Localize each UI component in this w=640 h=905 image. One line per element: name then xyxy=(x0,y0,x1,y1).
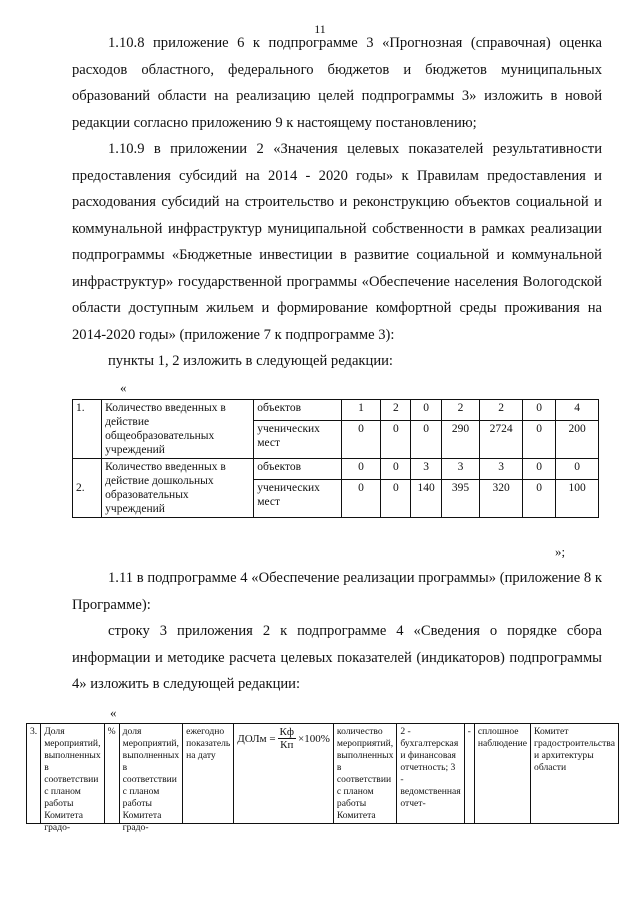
value-cell: 4 xyxy=(556,400,599,421)
value-cell: 0 xyxy=(381,420,411,458)
indicator-method-table xyxy=(26,723,619,833)
table-row xyxy=(27,724,619,824)
unit-cell: объектов xyxy=(254,459,341,480)
data-source-cell: 2 - бухгалтерская и финансовая отчетность; 3 - ведомственная отчет- xyxy=(397,724,464,824)
value-cell: 0 xyxy=(381,479,411,517)
value-cell: 0 xyxy=(522,420,555,458)
paragraph-points: пункты 1, 2 изложить в следующей редакции: xyxy=(108,353,393,369)
quote-close-1: »; xyxy=(555,544,566,559)
value-cell: 2 xyxy=(441,400,480,421)
page-number: 11 xyxy=(314,22,326,36)
value-cell: 395 xyxy=(441,479,480,517)
periodicity-cell: ежегодно показатель на дату xyxy=(183,724,234,824)
indicator-name: Количество введенных в действие дошкольных образовательных учреждений xyxy=(102,459,254,518)
value-cell: 3 xyxy=(441,459,480,480)
table-row xyxy=(73,459,599,480)
value-cell: 320 xyxy=(480,479,523,517)
formula-cell xyxy=(234,724,334,824)
formula: ДОЛм = $\frac{Кф}{Кп}$ ×100% xyxy=(237,726,330,751)
paragraph-row3: строку 3 приложения 2 к подпрограмме 4 «Сведения о порядке сбора информации и методике расчета целевых показателей (индикаторов) подпрограммы 4» изложить в следующей редакции: xyxy=(72,623,602,692)
method-cell: сплошное наблюдение xyxy=(474,724,530,824)
value-cell: 0 xyxy=(556,459,599,480)
unit-cell: ученических мест xyxy=(254,479,341,517)
value-cell: 290 xyxy=(441,420,480,458)
quote-open-1: « xyxy=(120,380,127,395)
value-cell: 1 xyxy=(341,400,381,421)
dash-cell: - xyxy=(464,724,474,824)
indicators-table xyxy=(72,399,599,518)
value-cell: 2724 xyxy=(480,420,523,458)
paragraph-1-10-8: 1.10.8 приложение 6 к подпрограмме 3 «Прогнозная (справочная) оценка расходов областного, федерального бюджетов и бюджетов муниципальных образований области на реализацию целей подпрограммы 3» изложить в новой редакции согласно приложению 9 к настоящему постановлению; xyxy=(72,35,602,131)
value-cell: 0 xyxy=(522,400,555,421)
value-cell: 100 xyxy=(556,479,599,517)
value-cell: 0 xyxy=(341,459,381,480)
value-cell: 0 xyxy=(411,400,441,421)
basic-indicators-cell: количество мероприятий, выполненных в соответствии с планом работы Комитета xyxy=(333,724,396,824)
value-cell: 3 xyxy=(480,459,523,480)
paragraph-1-10-9: 1.10.9 в приложении 2 «Значения целевых показателей результативности предоставления субсидий на 2014 - 2020 годы» к Правилам предоставления и расходования субсидий на строительство и реконструкцию объектов социальной и коммунальной инфраструктур муниципальной собственности в рамках реализации подпрограммы «Бюджетные инвестиции в развитие социальной и коммунальной инфраструктур» государственной программы «Обеспечение населения Вологодской области доступным жильем и формирование комфортной среды проживания на 2014-2020 годы» (приложение 7 к подпрограмме 3): xyxy=(72,141,602,343)
value-cell: 140 xyxy=(411,479,441,517)
value-cell: 2 xyxy=(381,400,411,421)
indicator-name: Доля мероприятий, выполненных в соответствии с планом работы Комитета градо- xyxy=(41,724,104,824)
unit-cell: % xyxy=(104,724,119,824)
definition-cell: доля мероприятий, выполненных в соответствии с планом работы Комитета градо- xyxy=(119,724,182,824)
table-row xyxy=(73,400,599,421)
row-number: 1. xyxy=(73,400,102,459)
value-cell: 0 xyxy=(341,420,381,458)
value-cell: 0 xyxy=(341,479,381,517)
value-cell: 0 xyxy=(411,420,441,458)
value-cell: 200 xyxy=(556,420,599,458)
value-cell: 0 xyxy=(381,459,411,480)
responsible-cell: Комитет градостроительства и архитектуры области xyxy=(531,724,619,824)
unit-cell: объектов xyxy=(254,400,341,421)
paragraph-1-11: 1.11 в подпрограмме 4 «Обеспечение реализации программы» (приложение 8 к Программе): xyxy=(72,570,602,613)
value-cell: 0 xyxy=(522,479,555,517)
unit-cell: ученических мест xyxy=(254,420,341,458)
indicator-name: Количество введенных в действие общеобразовательных учреждений xyxy=(102,400,254,459)
value-cell: 2 xyxy=(480,400,523,421)
row-number: 3. xyxy=(27,724,41,824)
value-cell: 3 xyxy=(411,459,441,480)
row-number: 2. xyxy=(73,459,102,518)
quote-open-2: « xyxy=(110,705,117,720)
value-cell: 0 xyxy=(522,459,555,480)
